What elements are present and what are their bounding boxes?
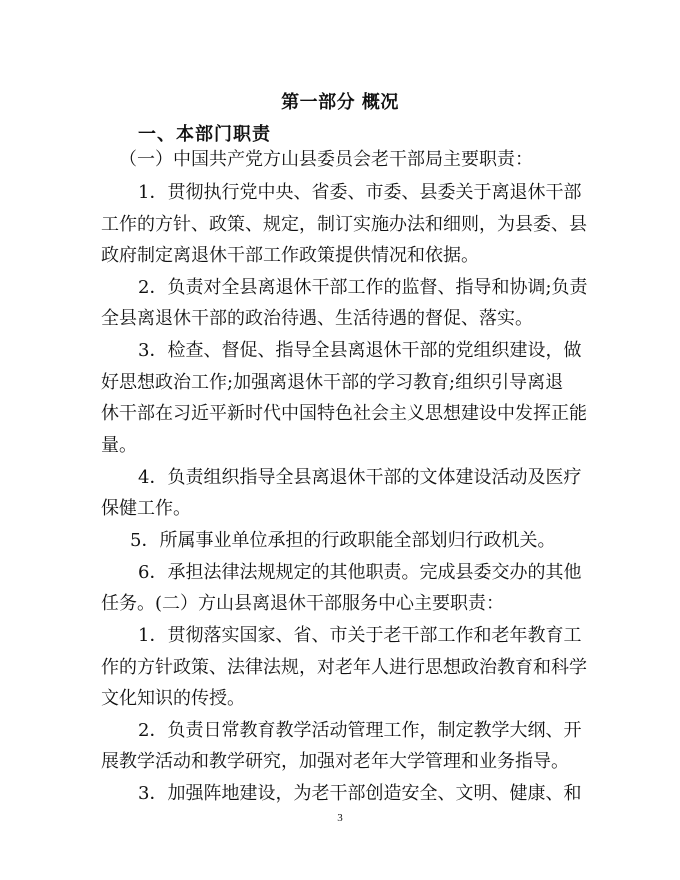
- paragraph-line: 1．贯彻落实国家、省、市关于老干部工作和老年教育工: [138, 625, 582, 646]
- section-heading: 一、本部门职责: [138, 124, 271, 145]
- paragraph-line: 政府制定离退休干部工作政策提供情况和依据。: [101, 245, 479, 266]
- paragraph-line: 1．贯彻执行党中央、省委、市委、县委关于离退休干部: [138, 182, 582, 203]
- paragraph-line: 2．负责日常教育教学活动管理工作，制定教学大纲、开: [138, 720, 582, 741]
- paragraph-line: 保健工作。: [101, 498, 191, 519]
- paragraph-line: 6．承担法律法规规定的其他职责。完成县委交办的其他: [138, 562, 582, 583]
- paragraph-line: 文化知识的传授。: [101, 688, 245, 709]
- paragraph-line: 2．负责对全县离退休干部工作的监督、指导和协调;负责: [138, 277, 588, 298]
- paragraph-line: （一）中国共产党方山县委员会老干部局主要职责：: [119, 149, 533, 170]
- paragraph-line: 全县离退休干部的政治待遇、生活待遇的督促、落实。: [101, 308, 533, 329]
- paragraph-line: 3．加强阵地建设，为老干部创造安全、文明、健康、和: [138, 783, 582, 804]
- page-title: 第一部分 概况: [281, 92, 399, 113]
- paragraph-line: 好思想政治工作;加强离退休干部的学习教育;组织引导离退: [101, 372, 564, 393]
- paragraph-line: 展教学活动和教学研究，加强对老年大学管理和业务指导。: [101, 751, 569, 772]
- paragraph-line: 5．所属事业单位承担的行政职能全部划归行政机关。: [130, 530, 556, 551]
- paragraph-line: 4．负责组织指导全县离退休干部的文体建设活动及医疗: [138, 467, 582, 488]
- paragraph-line: 3．检查、督促、指导全县离退休干部的党组织建设，做: [138, 340, 582, 361]
- paragraph-line: 休干部在习近平新时代中国特色社会主义思想建设中发挥正能: [101, 403, 587, 424]
- paragraph-line: 量。: [101, 435, 137, 456]
- page-number: 3: [337, 812, 343, 824]
- paragraph-line: 任务。(二）方山县离退休干部服务中心主要职责：: [101, 593, 505, 614]
- paragraph-line: 作的方针政策、法律法规，对老年人进行思想政治教育和科学: [101, 657, 587, 678]
- paragraph-line: 工作的方针、政策、规定，制订实施办法和细则，为县委、县: [101, 214, 587, 235]
